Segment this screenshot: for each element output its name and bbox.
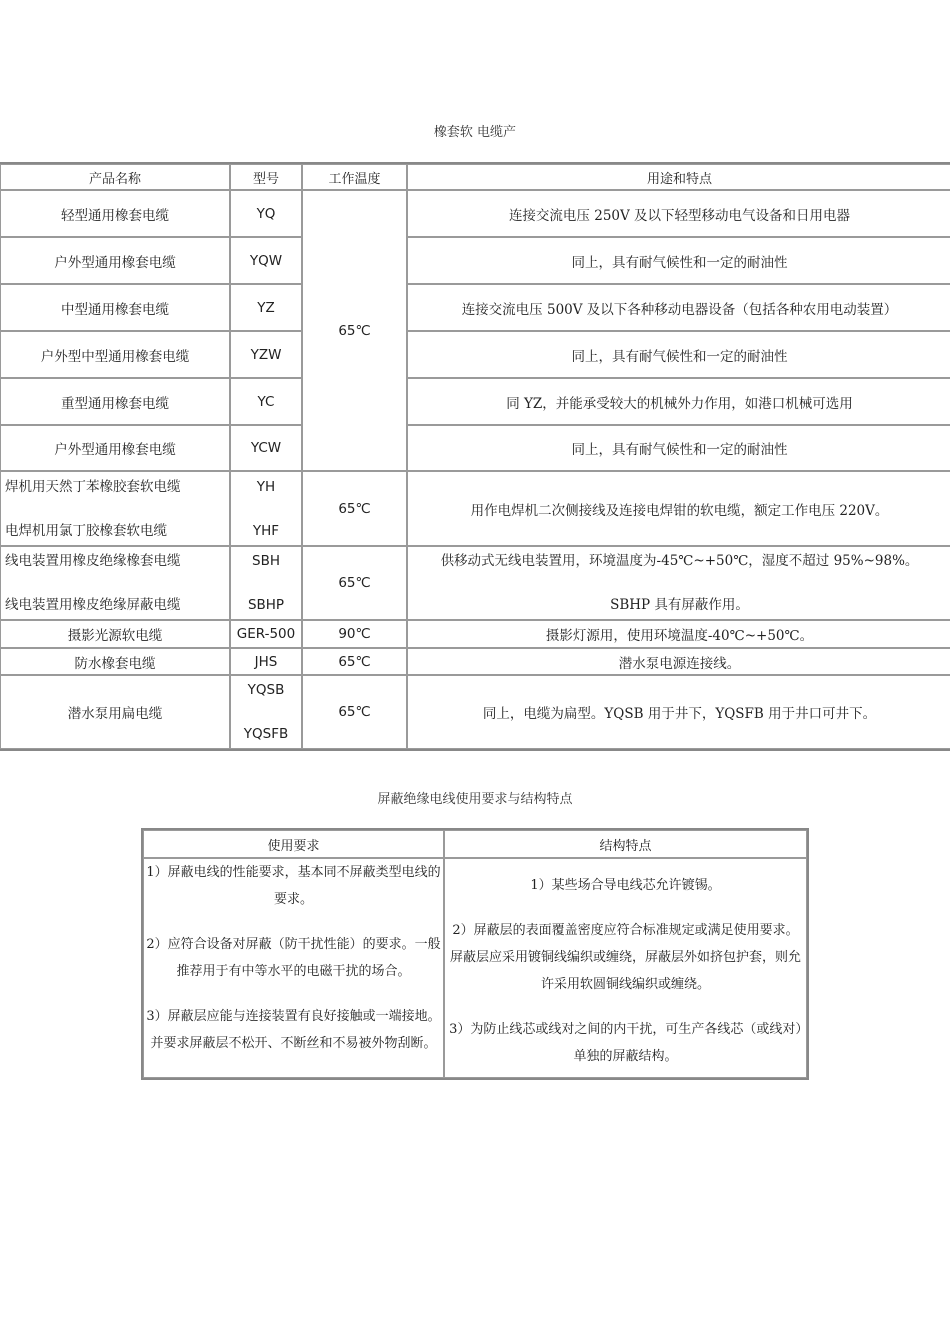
cell-temp: 65℃ bbox=[302, 546, 407, 620]
cell-use: 同上，具有耐气候性和一定的耐油性 bbox=[407, 237, 950, 284]
cell-model: YC bbox=[230, 378, 302, 425]
cell-temp: 65℃ bbox=[302, 190, 407, 471]
cell-model: JHS bbox=[230, 648, 302, 675]
cell-temp: 90℃ bbox=[302, 620, 407, 648]
table-row bbox=[0, 425, 950, 471]
requirement-item: 1）屏蔽电线的性能要求，基本同不屏蔽类型电线的要求。 bbox=[146, 865, 441, 907]
table1-title: 橡套软 电缆产 bbox=[433, 125, 517, 140]
table-row bbox=[0, 546, 950, 620]
cell-model: YCW bbox=[230, 425, 302, 471]
cell-use: 同上，电缆为扁型。YQSB 用于井下，YQSFB 用于井口可井下。 bbox=[407, 675, 950, 749]
cell-temp: 65℃ bbox=[302, 648, 407, 675]
cell-use: 潜水泵电源连接线。 bbox=[407, 648, 950, 675]
cell-name: 摄影光源软电缆 bbox=[0, 620, 230, 648]
cell-use bbox=[407, 546, 950, 620]
cell-model-2: YQSFB bbox=[243, 726, 289, 742]
cell-use-2: SBHP 具有屏蔽作用。 bbox=[610, 597, 749, 613]
cell-use: 摄影灯源用，使用环境温度-40℃~+50℃。 bbox=[407, 620, 950, 648]
cable-table bbox=[0, 162, 950, 751]
table-row bbox=[0, 471, 950, 546]
table-row bbox=[0, 675, 950, 749]
cell-name-2: 电焊机用氯丁胶橡套软电缆 bbox=[5, 522, 167, 539]
requirements-cell bbox=[143, 858, 444, 1078]
cell-name: 轻型通用橡套电缆 bbox=[0, 190, 230, 237]
structure-item: 3）为防止线芯或线对之间的内干扰，可生产各线芯（或线对）单独的屏蔽结构。 bbox=[449, 1022, 802, 1064]
cell-name: 潜水泵用扁电缆 bbox=[0, 675, 230, 749]
cell-name bbox=[0, 546, 230, 620]
table-header-row bbox=[143, 830, 807, 858]
cell-name: 重型通用橡套电缆 bbox=[0, 378, 230, 425]
cell-use: 同上，具有耐气候性和一定的耐油性 bbox=[407, 331, 950, 378]
cell-name: 户外型中型通用橡套电缆 bbox=[0, 331, 230, 378]
cell-model-1: SBH bbox=[252, 553, 280, 569]
cell-name: 户外型通用橡套电缆 bbox=[0, 237, 230, 284]
table-row bbox=[143, 858, 807, 1078]
cell-use: 同上，具有耐气候性和一定的耐油性 bbox=[407, 425, 950, 471]
cell-temp: 65℃ bbox=[302, 471, 407, 546]
cell-name bbox=[0, 471, 230, 546]
cell-use: 连接交流电压 500V 及以下各种移动电器设备（包括各种农用电动装置） bbox=[407, 284, 950, 331]
header-use: 用途和特点 bbox=[407, 164, 950, 190]
cell-model: YZW bbox=[230, 331, 302, 378]
cell-model-2: YHF bbox=[252, 522, 280, 539]
table-row bbox=[0, 284, 950, 331]
cell-name: 中型通用橡套电缆 bbox=[0, 284, 230, 331]
table-row bbox=[0, 378, 950, 425]
cell-model: YQ bbox=[230, 190, 302, 237]
cell-model: GER-500 bbox=[230, 620, 302, 648]
cell-model-1: YQSB bbox=[247, 682, 285, 698]
cell-temp: 65℃ bbox=[302, 675, 407, 749]
table-row bbox=[0, 237, 950, 284]
cell-name: 户外型通用橡套电缆 bbox=[0, 425, 230, 471]
cell-use: 连接交流电压 250V 及以下轻型移动电气设备和日用电器 bbox=[407, 190, 950, 237]
table-header-row bbox=[0, 164, 950, 190]
cell-use: 同 YZ，并能承受较大的机械外力作用，如港口机械可选用 bbox=[407, 378, 950, 425]
header-model: 型号 bbox=[230, 164, 302, 190]
header-product-name: 产品名称 bbox=[0, 164, 230, 190]
structure-item: 1）某些场合导电线芯允许镀锡。 bbox=[530, 878, 721, 893]
table-row bbox=[0, 648, 950, 675]
cell-use-1: 供移动式无线电装置用，环境温度为-45℃~+50℃，湿度不超过 95%~98%。 bbox=[440, 553, 919, 569]
structure-cell bbox=[444, 858, 807, 1078]
cell-use: 用作电焊机二次侧接线及连接电焊钳的软电缆，额定工作电压 220V。 bbox=[407, 471, 950, 546]
header-requirements: 使用要求 bbox=[143, 830, 444, 858]
header-temp: 工作温度 bbox=[302, 164, 407, 190]
cell-name: 防水橡套电缆 bbox=[0, 648, 230, 675]
table-row bbox=[0, 620, 950, 648]
cell-model-1: YH bbox=[256, 478, 276, 495]
cell-model bbox=[230, 471, 302, 546]
cell-model bbox=[230, 675, 302, 749]
cell-name-1: 线电装置用橡皮绝缘橡套电缆 bbox=[5, 553, 181, 569]
cell-name-2: 线电装置用橡皮绝缘屏蔽电缆 bbox=[5, 597, 181, 613]
requirement-item: 3）屏蔽层应能与连接装置有良好接触或一端接地。并要求屏蔽层不松开、不断丝和不易被外物刮断。 bbox=[146, 1009, 441, 1051]
table-row bbox=[0, 331, 950, 378]
cell-model bbox=[230, 546, 302, 620]
table-row bbox=[0, 190, 950, 237]
cell-model: YQW bbox=[230, 237, 302, 284]
cell-model-2: SBHP bbox=[247, 597, 285, 613]
cell-name-1: 焊机用天然丁苯橡胶套软电缆 bbox=[5, 478, 181, 495]
structure-item: 2）屏蔽层的表面覆盖密度应符合标准规定或满足使用要求。屏蔽层应采用镀铜线编织或缠绕，屏蔽层外如挤包护套，则允许采用软圆铜线编织或缠绕。 bbox=[450, 923, 802, 992]
shield-table bbox=[141, 828, 809, 1080]
cell-model: YZ bbox=[230, 284, 302, 331]
table2-title: 屏蔽绝缘电线使用要求与结构特点 bbox=[377, 792, 573, 807]
header-structure: 结构特点 bbox=[444, 830, 807, 858]
requirement-item: 2）应符合设备对屏蔽（防干扰性能）的要求。一般推荐用于有中等水平的电磁干扰的场合。 bbox=[146, 937, 441, 979]
